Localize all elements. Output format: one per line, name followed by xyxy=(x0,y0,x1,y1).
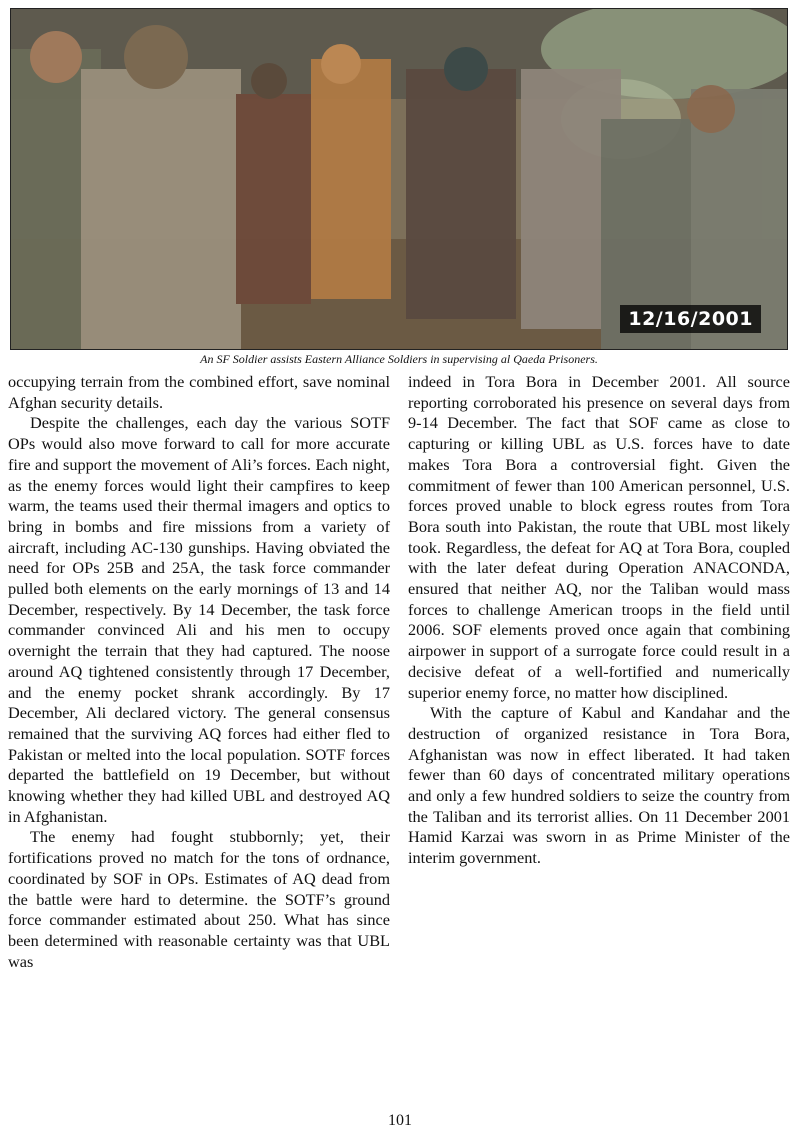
photo-date-stamp: 12/16/2001 xyxy=(620,305,761,333)
paragraph: occupying terrain from the combined effort, save nominal Afghan security details. xyxy=(8,372,390,412)
paragraph: Despite the challenges, each day the various SOTF OPs would also move forward to call for more accurate fire and support the movement of Ali’s forces. Each night, as the enemy forces would light their campfires to keep warm, the teams used their thermal imagers and optics to bring in bombs and fire missions from a variety of aircraft, including AC-130 gunships. Having obviated the need for OPs 25B and 25A, the task force commander pulled both elements on the early mornings of 13 and 14 December, respectively. By 14 December, the task force commander convinced Ali and his men to occupy overnight the terrain that they had captured. The noose around AQ tightened consistently through 17 December, and the enemy pocket shrank accordingly. By 17 December, Ali declared victory. The general consensus remained that the surviving AQ forces had either fled to Pakistan or melted into the local population. SOTF forces departed the battlefield on 19 December, but without knowing whether they had killed UBL and destroyed AQ in Afghanistan. xyxy=(8,413,390,826)
page-number: 101 xyxy=(388,1112,412,1129)
paragraph: The enemy had fought stubbornly; yet, their fortifications proved no match for the tons of ordnance, coordinated by SOF in OPs. Estimates of AQ dead from the battle were hard to determine. the SOTF’s ground force commander estimated about 250. What has since been determined with reasonable certainty was that UBL was xyxy=(8,827,390,971)
paragraph: indeed in Tora Bora in December 2001. All source reporting corroborated his presence on several days from 9-14 December. The fact that SOF came as close to capturing or killing UBL as U.S. forces have to date makes Tora Bora a controversial fight. Given the commitment of fewer than 100 American personnel, U.S. forces proved unable to block egress routes from Tora Bora south into Pakistan, the route that UBL most likely took. Regardless, the defeat for AQ at Tora Bora, coupled with the later defeat during Operation ANACONDA, ensured that neither AQ, nor the Taliban would mass forces to challenge American troops in the field until 2006. SOF elements proved once again that combining airpower in support of a surrogate force could result in a decisive defeat of a well-fortified and numerically superior enemy force, no matter how disciplined. xyxy=(408,372,790,702)
photo-illustration xyxy=(11,9,788,350)
photograph xyxy=(10,8,788,350)
paragraph: With the capture of Kabul and Kandahar and the destruction of organized resistance in Tora Bora, Afghanistan was now in effect liberated. It had taken fewer than 60 days of concentrated military operations and only a few hundred soldiers to seize the country from the Taliban and its terrorist allies. On 11 December 2001 Hamid Karzai was sworn in as Prime Minister of the interim government. xyxy=(408,703,790,868)
right-column xyxy=(408,372,790,869)
photo-caption: An SF Soldier assists Eastern Alliance Soldiers in supervising al Qaeda Prisoners. xyxy=(200,352,598,366)
left-column xyxy=(8,372,390,972)
